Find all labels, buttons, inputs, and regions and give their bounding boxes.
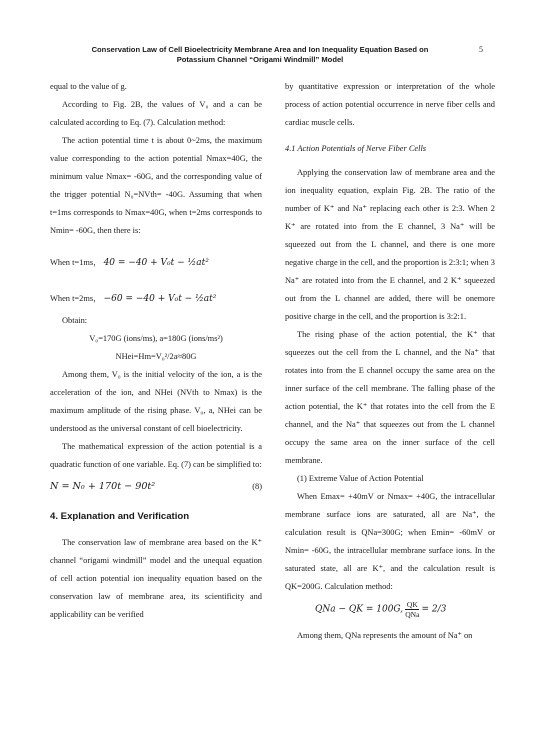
paragraph: equal to the value of g. (50, 82, 127, 91)
paragraph: The mathematical expression of the action potential is a quadratic function of one variable. Eq. (7) can be simplified to: (50, 442, 262, 469)
paragraph: Applying the conservation law of membrane area and the ion inequality equation, explain Fig. 2B. The ratio of the number of K⁺ and Na⁺ replacing each other is 2:3. When 2 K⁺ are rotated into from the E channel, 3 Na⁺ will be squeezed out from the L channel, and there is one more negative charge in the cell, and the proportion is 2:3:1; when 3 Na⁺ are rotated into from the E channel, and 2 K⁺ squeezed out from the L channel are added, there will be onemore positive charge in the cell, and the proportion is 3:2:1. (285, 168, 495, 321)
paragraph: Among them, QNa represents the amount of Na⁺ on (297, 631, 473, 640)
paragraph: Among them, V₀ is the initial velocity of the ion, a is the acceleration of the ion, and NHei (NVth to Nmax) is the maximum amplitude of the rising phase. V₀, a, NHei can be understood as the universal constant of cell bioelectricity. (50, 370, 262, 433)
right-column (285, 78, 495, 645)
result-line-2: NHei=Hm=V₀²/2a≈80G (115, 352, 197, 361)
header-line-2: Potassium Channel “Origami Windmill” Model (176, 55, 344, 64)
equation-t1: When t=1ms， 40 = −40 + V₀t − ½at² (50, 258, 209, 268)
running-header (60, 45, 460, 65)
equation-charge: QNa − QK = 100G, $\frac{QK}{\text{QNa}}$ = 2/3 (315, 600, 447, 619)
paragraph: The action potential time t is about 0~2ms, the maximum value corresponding to the action potential Nmax=40G, the minimum value Nmax= -60G, and the corresponding value of the trigger potential N₀=NVth= -40G. Assuming that when t=1ms corresponds to Nmax=40G, when t=2ms corresponds to Nmin= -60G, then there is: (50, 136, 262, 235)
paragraph: The conservation law of membrane area based on the K⁺ channel “origami windmill” model and the unequal equation of cell action potential ion inequality equation based on the conservation law of membrane area, its scientificity and applicability can be verified (50, 538, 262, 619)
subsubsection-heading: (1) Extreme Value of Action Potential (297, 474, 424, 483)
page-number: 5 (479, 45, 483, 54)
paragraph: According to Fig. 2B, the values of V₀ and a can be calculated according to Eq. (7). Calculation method: (50, 100, 262, 127)
header-line-1: Conservation Law of Cell Bioelectricity Membrane Area and Ion Inequality Equation Based on (91, 45, 429, 54)
subsection-heading: 4.1 Action Potentials of Nerve Fiber Cells (285, 144, 427, 153)
left-column (50, 78, 262, 624)
paragraph: by quantitative expression or interpretation of the whole process of action potential occurrence in nerve fiber cells and cardiac muscle cells. (285, 82, 495, 127)
fraction: $\frac{QK}{\text{QNa}}$ (405, 600, 420, 619)
result-line-1: V₀=170G (ions/ms), a=180G (ions/ms²) (89, 334, 223, 343)
paragraph: The rising phase of the action potential, the K⁺ that squeezes out the cell from the L channel, and the Na⁺ that rotates into from the E channel occupy the same area on the inner surface of the cell membrane. The falling phase of the action potential, the K⁺ that rotates into the cell from the E channel, and the Na⁺ that squeezes out from the L channel occupy the same area on the inner surface of the cell membrane. (285, 330, 495, 465)
paragraph: When Emax= +40mV or Nmax= +40G, the intracellular membrane surface ions are saturated, all are Na⁺, the calculation result is QNa=300G; when Emin= -60mV or Nmin= -60G, the intracellular membrane surface ions. In the saturated state, all are K⁺, and the calculation result is QK=200G. Calculation method: (285, 492, 495, 591)
equation-t2: When t=2ms， −60 = −40 + V₀t − ½at² (50, 294, 217, 304)
section-heading: 4. Explanation and Verification (50, 511, 190, 522)
obtain-label: Obtain: (62, 316, 88, 325)
equation-8: N = N₀ + 170t − 90t² (8) (50, 481, 262, 492)
